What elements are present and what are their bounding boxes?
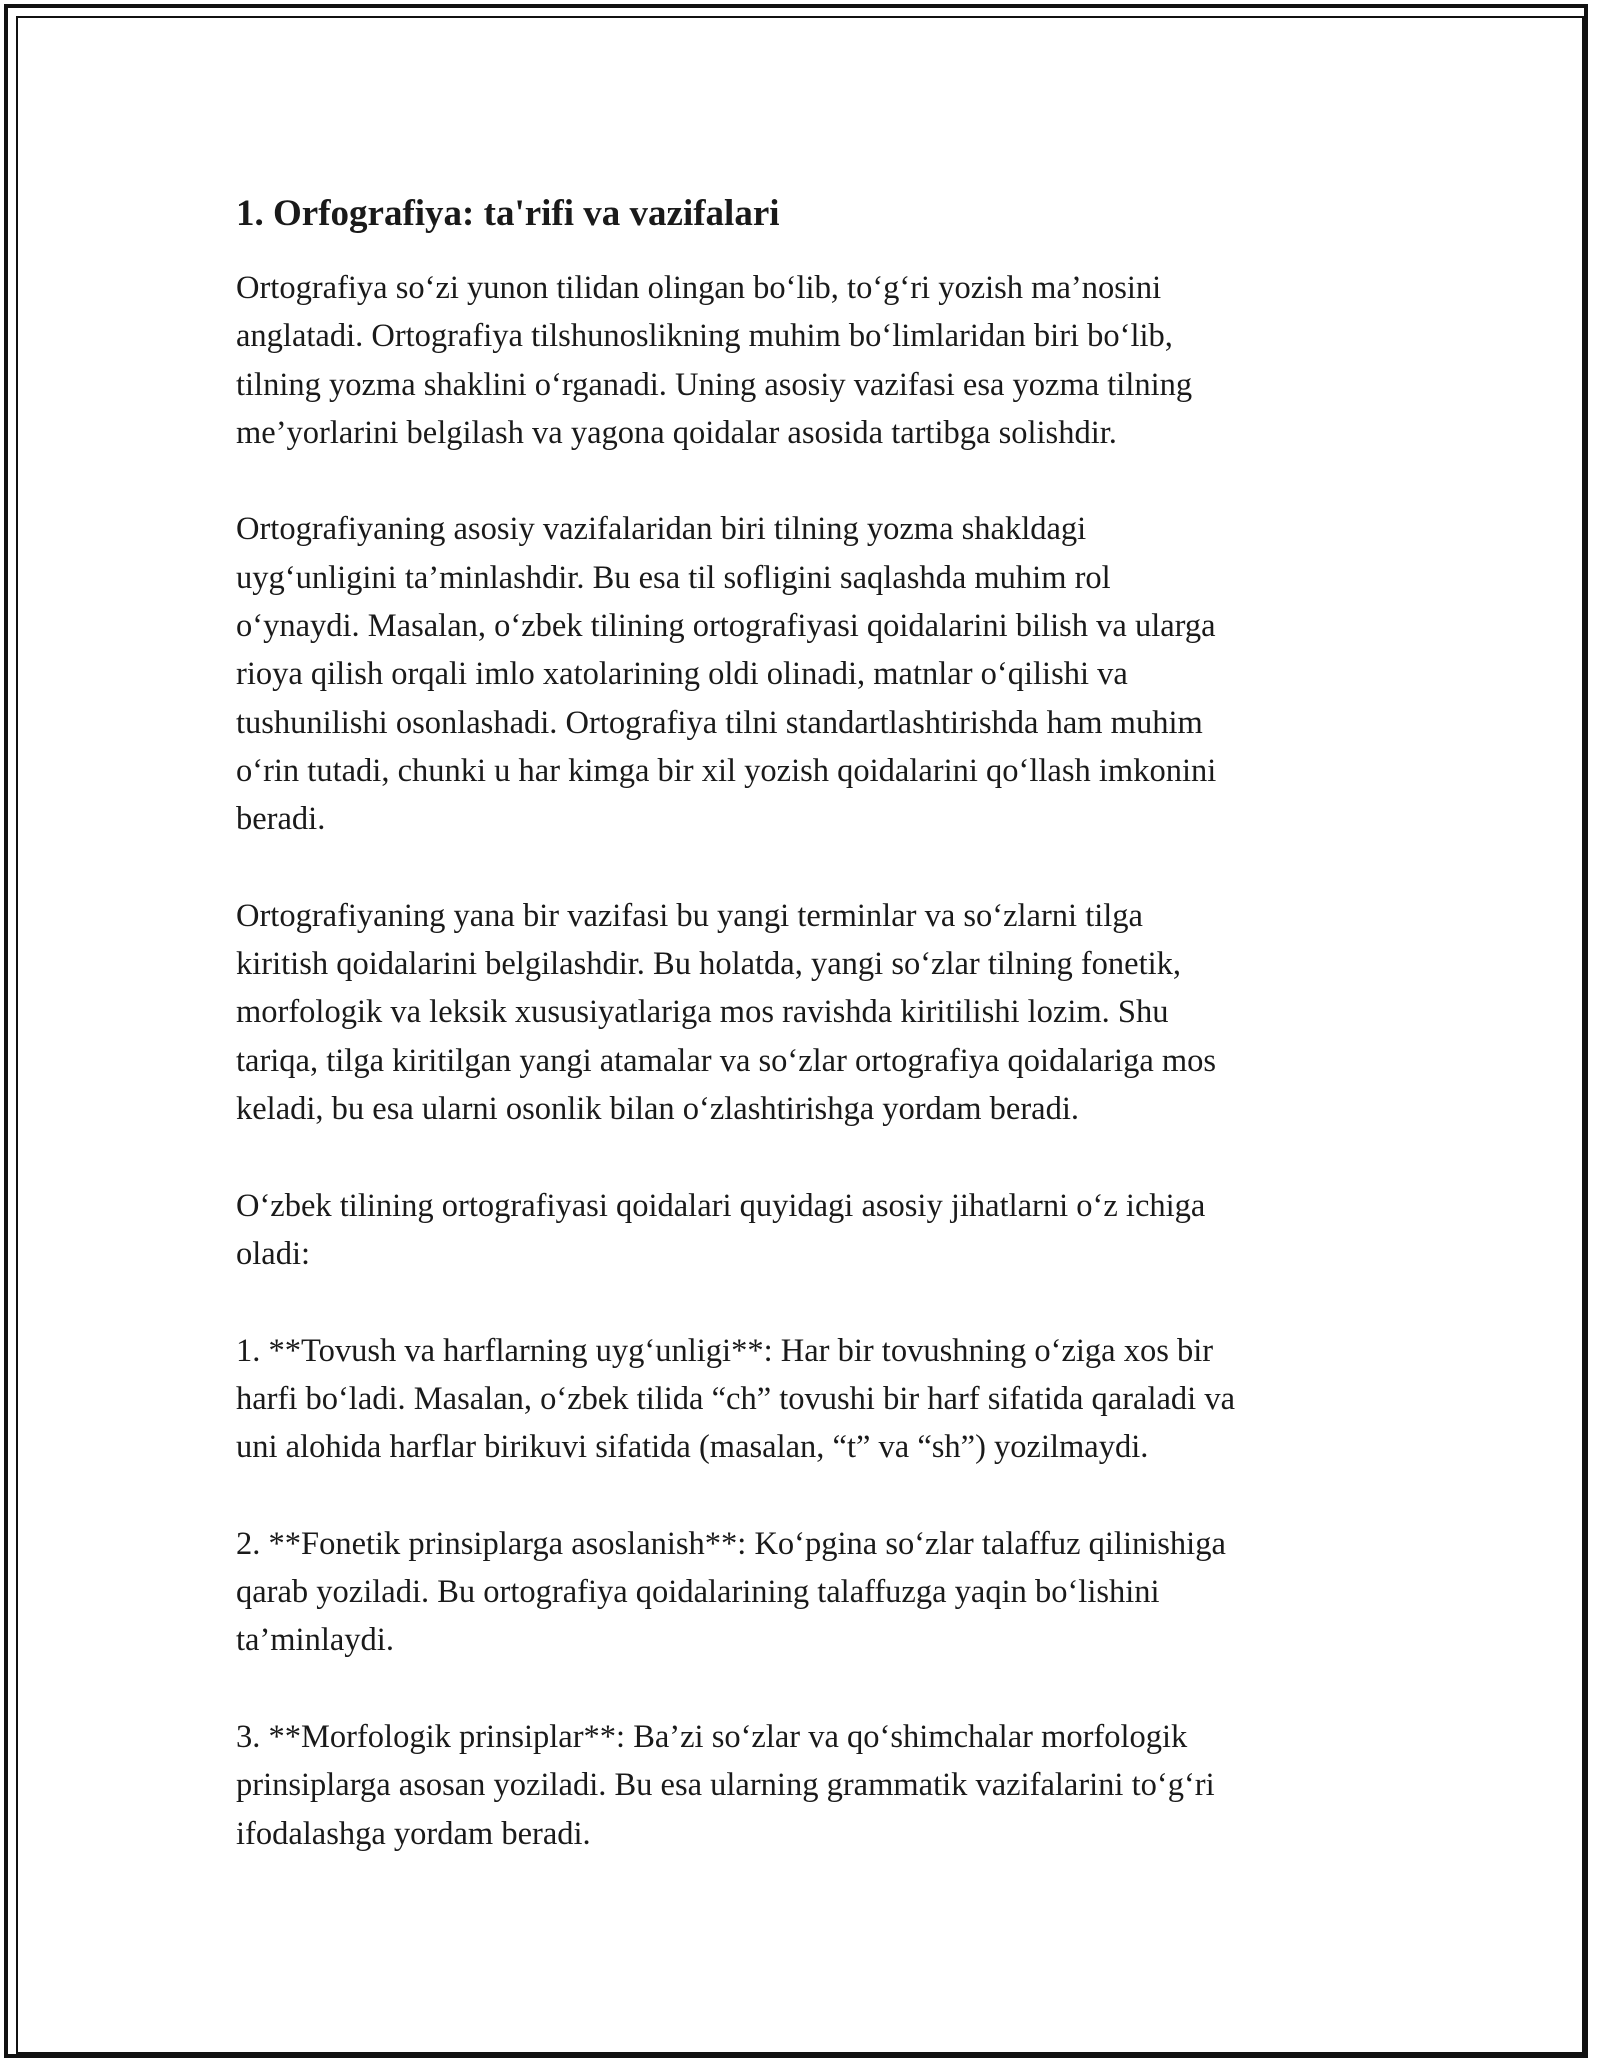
section-heading: 1. Orfografiya: ta'rifi va vazifalari (236, 193, 780, 234)
paragraph-line: ifodalashga yordam beradi. (236, 1815, 591, 1852)
paragraph (236, 505, 1376, 843)
document-body (236, 188, 1376, 1906)
paragraph-line: ta’minlaydi. (236, 1622, 394, 1659)
paragraph-line: 3. **Morfologik prinsiplar**: Ba’zi so‘zlar va qo‘shimchalar morfologik (236, 1718, 1188, 1755)
paragraph-line: me’yorlarini belgilash va yagona qoidalar asosida tartibga solishdir. (236, 414, 1117, 451)
paragraph-line: kiritish qoidalarini belgilashdir. Bu holatda, yangi so‘zlar tilning fonetik, (236, 946, 1182, 983)
paragraph-line: uyg‘unligini ta’minlashdir. Bu esa til sofligini saqlashda muhim rol (236, 559, 1111, 596)
paragraph (236, 1520, 1376, 1665)
paragraph-line: o‘ynaydi. Masalan, o‘zbek tilining ortografiyasi qoidalarini bilish va ularga (236, 608, 1216, 645)
paragraph-line: tariqa, tilga kiritilgan yangi atamalar va so‘zlar ortografiya qoidalariga mos (236, 1042, 1217, 1079)
paragraph-line: rioya qilish orqali imlo xatolarining oldi olinadi, matnlar o‘qilishi va (236, 656, 1128, 693)
paragraph-line: 2. **Fonetik prinsiplarga asoslanish**: Ko‘pgina so‘zlar talaffuz qilinishiga (236, 1525, 1226, 1562)
paragraph-line: prinsiplarga asosan yoziladi. Bu esa ularning grammatik vazifalarini to‘g‘ri (236, 1767, 1215, 1804)
paragraph-line: beradi. (236, 801, 326, 838)
paragraph (236, 264, 1376, 457)
paragraph (236, 1327, 1376, 1472)
paragraph (236, 1713, 1376, 1858)
paragraph-line: O‘zbek tilining ortografiyasi qoidalari quyidagi asosiy jihatlarni o‘z ichiga (236, 1187, 1206, 1224)
paragraph-line: Ortografiyaning yana bir vazifasi bu yangi terminlar va so‘zlarni tilga (236, 897, 1143, 934)
paragraph-line: oladi: (236, 1235, 311, 1272)
paragraph-line: 1. **Tovush va harflarning uyg‘unligi**: Har bir tovushning o‘ziga xos bir (236, 1332, 1214, 1369)
paragraph-line: harfi bo‘ladi. Masalan, o‘zbek tilida “ch” tovushi bir harf sifatida qaraladi va (236, 1380, 1235, 1417)
paragraph-line: morfologik va leksik xususiyatlariga mos ravishda kiritilishi lozim. Shu (236, 994, 1169, 1031)
paragraph-line: Ortografiya so‘zi yunon tilidan olingan bo‘lib, to‘g‘ri yozish ma’nosini (236, 270, 1162, 306)
paragraph-line: uni alohida harflar birikuvi sifatida (masalan, “t” va “sh”) yozilmaydi. (236, 1429, 1149, 1466)
paragraph-line: keladi, bu esa ularni osonlik bilan o‘zlashtirishga yordam beradi. (236, 1091, 1079, 1128)
paragraph-line: qarab yoziladi. Bu ortografiya qoidalarining talaffuzga yaqin bo‘lishini (236, 1574, 1160, 1611)
paragraphs-container (236, 264, 1376, 1858)
paragraph (236, 892, 1376, 1133)
paragraph-line: o‘rin tutadi, chunki u har kimga bir xil yozish qoidalarini qo‘llash imkonini (236, 752, 1217, 789)
paragraph-line: tushunilishi osonlashadi. Ortografiya tilni standartlashtirishda ham muhim (236, 704, 1203, 741)
paragraph (236, 1182, 1376, 1279)
paragraph-line: anglatadi. Ortografiya tilshunoslikning muhim bo‘limlaridan biri bo‘lib, (236, 318, 1173, 355)
paragraph-line: Ortografiyaning asosiy vazifalaridan biri tilning yozma shakldagi (236, 511, 1087, 548)
paragraph-line: tilning yozma shaklini o‘rganadi. Uning asosiy vazifasi esa yozma tilning (236, 366, 1193, 403)
